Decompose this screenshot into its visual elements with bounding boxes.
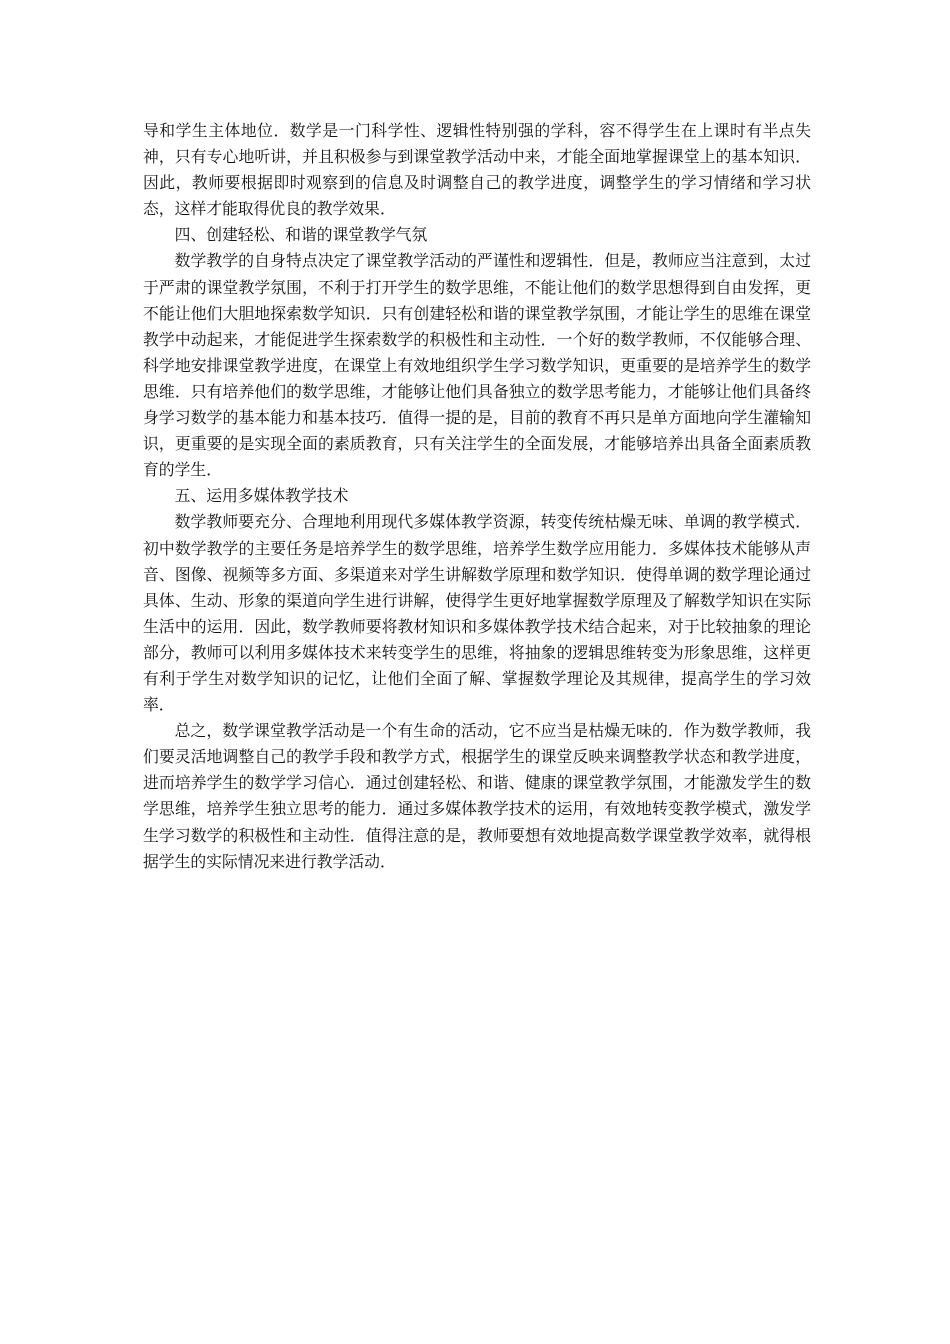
section-heading-five: 五、运用多媒体教学技术: [174, 486, 349, 506]
paragraph-continuation: 导和学生主体地位．数学是一门科学性、逻辑性特别强的学科，容不得学生在上课时有半点失神，只有专心地听讲，并且积极参与到课堂教学活动中来，才能全面地掌握课堂上的基本知识．因此，教师要根据即时观察到的信息及时调整自己的教学进度，调整学生的学习情绪和学习状态，这样才能取得优良的教学效果．: [143, 121, 811, 219]
paragraph-classroom-atmosphere: 数学教学的自身特点决定了课堂教学活动的严谨性和逻辑性．但是，教师应当注意到，太过于严肃的课堂教学氛围，不利于打开学生的数学思维，不能让他们的数学思想得到自由发挥，更不能让他们大胆地探索数学知识．只有创建轻松和谐的课堂教学氛围，才能让学生的思维在课堂教学中动起来，才能促进学生探索数学的积极性和主动性．一个好的数学教师，不仅能够合理、科学地安排课堂教学进度，在课堂上有效地组织学生学习数学知识，更重要的是培养学生的数学思维．只有培养他们的数学思维，才能够让他们具备独立的数学思考能力，才能够让他们具备终身学习数学的基本能力和基本技巧．值得一提的是，目前的教育不再只是单方面地向学生灌输知识，更重要的是实现全面的素质教育，只有关注学生的全面发展，才能够培养出具备全面素质教育的学生．: [143, 251, 811, 480]
paragraph-conclusion: 总之，数学课堂教学活动是一个有生命的活动，它不应当是枯燥无味的．作为数学教师，我们要灵活地调整自己的教学手段和教学方式，根据学生的课堂反映来调整教学状态和教学进度，进而培养学生的数学学习信心．通过创建轻松、和谐、健康的课堂教学氛围，才能激发学生的数学思维，培养学生独立思考的能力．通过多媒体教学技术的运用，有效地转变教学模式，激发学生学习数学的积极性和主动性．值得注意的是，教师要想有效地提高数学课堂教学效率，就得根据学生的实际情况来进行教学活动．: [143, 721, 811, 871]
document-page: [143, 118, 811, 875]
section-heading-four: 四、创建轻松、和谐的课堂教学气氛: [174, 225, 428, 245]
paragraph-multimedia: 数学教师要充分、合理地利用现代多媒体教学资源，转变传统枯燥无味、单调的教学模式．初中数学教学的主要任务是培养学生的数学思维，培养学生数学应用能力．多媒体技术能够从声音、图像、视频等多方面、多渠道来对学生讲解数学原理和数学知识．使得单调的数学理论通过具体、生动、形象的渠道向学生进行讲解，使得学生更好地掌握数学原理及了解数学知识在实际生活中的运用．因此，数学教师要将教材知识和多媒体教学技术结合起来，对于比较抽象的理论部分，教师可以利用多媒体技术来转变学生的思维，将抽象的逻辑思维转变为形象思维，这样更有利于学生对数学知识的记忆，让他们全面了解、掌握数学理论及其规律，提高学生的学习效率．: [143, 512, 811, 715]
